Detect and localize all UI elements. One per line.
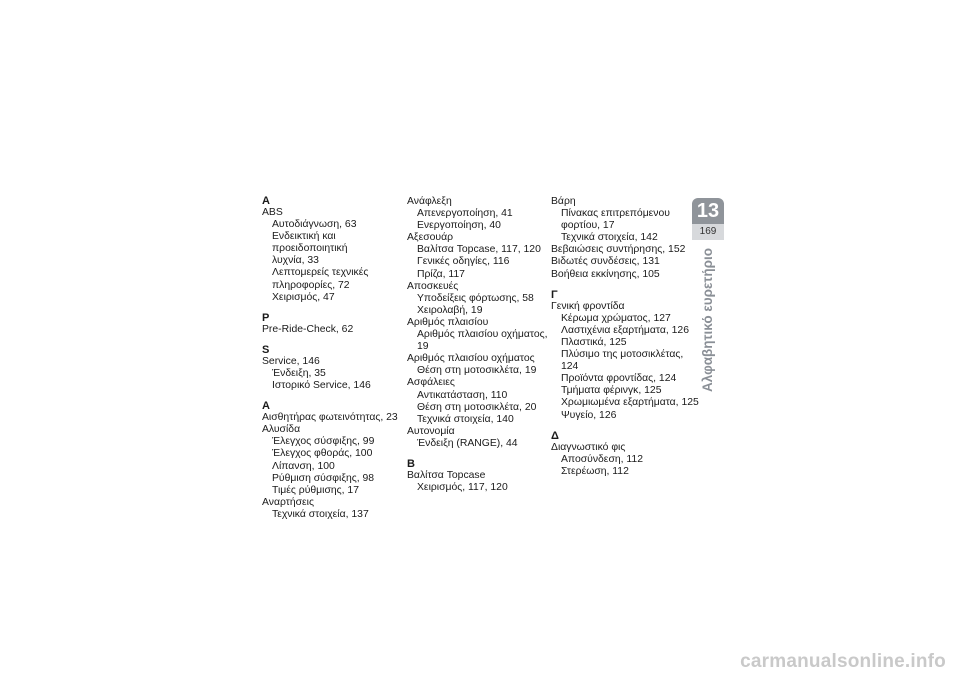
index-subentry: Ενδεικτική και προειδοποιητική [272, 231, 348, 255]
index-subentry: Αριθμός πλαισίου οχήματος, 19 [417, 329, 548, 353]
index-subentry: Χειρισμός, 47 [272, 291, 335, 303]
watermark: carmanualsonline.info [740, 651, 946, 672]
index-letter-heading: Α [262, 400, 270, 413]
page-number: 169 [692, 224, 724, 240]
index-entry: ABS [262, 207, 283, 218]
index-subentry: Τιμές ρύθμισης, 17 [272, 484, 359, 496]
index-subentry: Έλεγχος φθοράς, 100 [272, 448, 373, 460]
index-entry: Service, 146 [262, 355, 320, 367]
index-subentry: Λεπτομερείς τεχνικές [272, 267, 369, 279]
index-subentry: Ένδειξη (RANGE), 44 [417, 437, 518, 449]
index-subentry: Έλεγχος σύσφιξης, 99 [272, 436, 375, 448]
index-subentry: Προϊόντα φροντίδας, 124 [561, 373, 677, 385]
index-entry: Βαλίτσα Topcase [407, 469, 486, 481]
index-subentry: Στερέωση, 112 [561, 465, 629, 477]
index-group [407, 459, 555, 494]
index-subentry: Βαλίτσα Topcase, 117, 120 [417, 244, 541, 256]
index-subentry: Απενεργοποίηση, 41 [417, 208, 513, 220]
index-subentry: Ένδειξη, 35 [272, 367, 326, 379]
index-entry: Αναρτήσεις [262, 496, 314, 508]
index-subentry: Πλύσιμο της μοτοσικλέτας, 124 [561, 349, 684, 373]
index-subentry: Αυτοδιάγνωση, 63 [272, 219, 357, 231]
index-subentry: Χειρολαβή, 19 [417, 304, 483, 316]
index-subentry: Ενεργοποίηση, 40 [417, 220, 501, 232]
index-letter-heading: Γ [551, 288, 558, 301]
index-letter-heading: Β [407, 457, 415, 470]
index-letter-heading: Δ [551, 429, 559, 442]
index-subentry: Πλαστικά, 125 [561, 336, 627, 348]
index-entry: Αριθμός πλαισίου [407, 316, 489, 328]
index-subentry: πληροφορίες, 72 [272, 279, 350, 291]
index-group [262, 345, 410, 392]
index-subentry: Χρωμιωμένα εξαρτήματα, 125 [561, 397, 699, 409]
index-entry: Γενική φροντίδα [551, 300, 625, 312]
index-subentry: Ψυγείο, 126 [561, 409, 617, 421]
index-letter-heading: A [262, 195, 270, 207]
index-entry: Βάρη [551, 196, 576, 207]
index-subentry: Τεχνικά στοιχεία, 140 [417, 413, 514, 425]
index-entry: Αξεσουάρ [407, 232, 454, 244]
index-subentry: Γενικές οδηγίες, 116 [417, 256, 510, 268]
index-subentry: Τεχνικά στοιχεία, 142 [561, 232, 658, 244]
index-entry: Αλυσίδα [262, 424, 301, 436]
index-subentry: Υποδείξεις φόρτωσης, 58 [417, 292, 534, 304]
index-subentry: Πρίζα, 117 [417, 268, 465, 280]
index-entry: Βιδωτές συνδέσεις, 131 [551, 256, 660, 268]
index-subentry: φορτίου, 17 [561, 220, 615, 232]
index-entry: Διαγνωστικό φις [551, 441, 626, 453]
index-entry: Ασφάλειες [407, 377, 455, 389]
index-column-3 [551, 196, 699, 478]
side-title: Αλφαβητικό ευρετήριο [700, 247, 715, 392]
index-group [407, 196, 555, 450]
index-entry: Βοήθεια εκκίνησης, 105 [551, 268, 660, 280]
index-subentry: λυχνία, 33 [272, 255, 319, 267]
index-group [262, 313, 410, 336]
index-subentry: Λίπανση, 100 [272, 460, 335, 472]
index-column-1 [262, 196, 410, 521]
index-subentry: Τεχνικά στοιχεία, 137 [272, 508, 369, 520]
chapter-number: 13 [696, 200, 720, 222]
index-subentry: Ρύθμιση σύσφιξης, 98 [272, 472, 375, 484]
index-group [551, 290, 699, 422]
index-entry: Ανάφλεξη [407, 196, 452, 207]
index-entry: Αριθμός πλαισίου οχήματος [407, 353, 535, 365]
index-group [551, 431, 699, 478]
index-subentry: Ιστορικό Service, 146 [272, 380, 371, 392]
index-entry: Αποσκευές [407, 280, 459, 292]
index-group [551, 196, 699, 281]
index-entry: Αισθητήρας φωτεινότητας, 23 [262, 412, 398, 424]
index-subentry: Αποσύνδεση, 112 [561, 453, 643, 465]
index-letter-heading: S [262, 343, 270, 356]
index-subentry: Πίνακας επιτρεπόμενου [561, 208, 670, 220]
index-subentry: Κέρωμα χρώματος, 127 [561, 312, 671, 324]
index-group [262, 196, 410, 304]
index-subentry: Θέση στη μοτοσικλέτα, 19 [417, 365, 537, 377]
index-subentry: Τμήματα φέρινγκ, 125 [561, 385, 662, 397]
index-column-2 [407, 196, 555, 494]
index-entry: Pre-Ride-Check, 62 [262, 323, 354, 335]
index-letter-heading: P [262, 311, 270, 324]
index-subentry: Χειρισμός, 117, 120 [417, 482, 508, 494]
index-subentry: Θέση στη μοτοσικλέτα, 20 [417, 401, 537, 413]
index-entry: Βεβαιώσεις συντήρησης, 152 [551, 244, 686, 256]
index-subentry: Αντικατάσταση, 110 [417, 389, 508, 401]
index-group [262, 401, 410, 521]
index-entry: Αυτονομία [407, 425, 455, 437]
index-subentry: Λαστιχένια εξαρτήματα, 126 [561, 324, 689, 336]
